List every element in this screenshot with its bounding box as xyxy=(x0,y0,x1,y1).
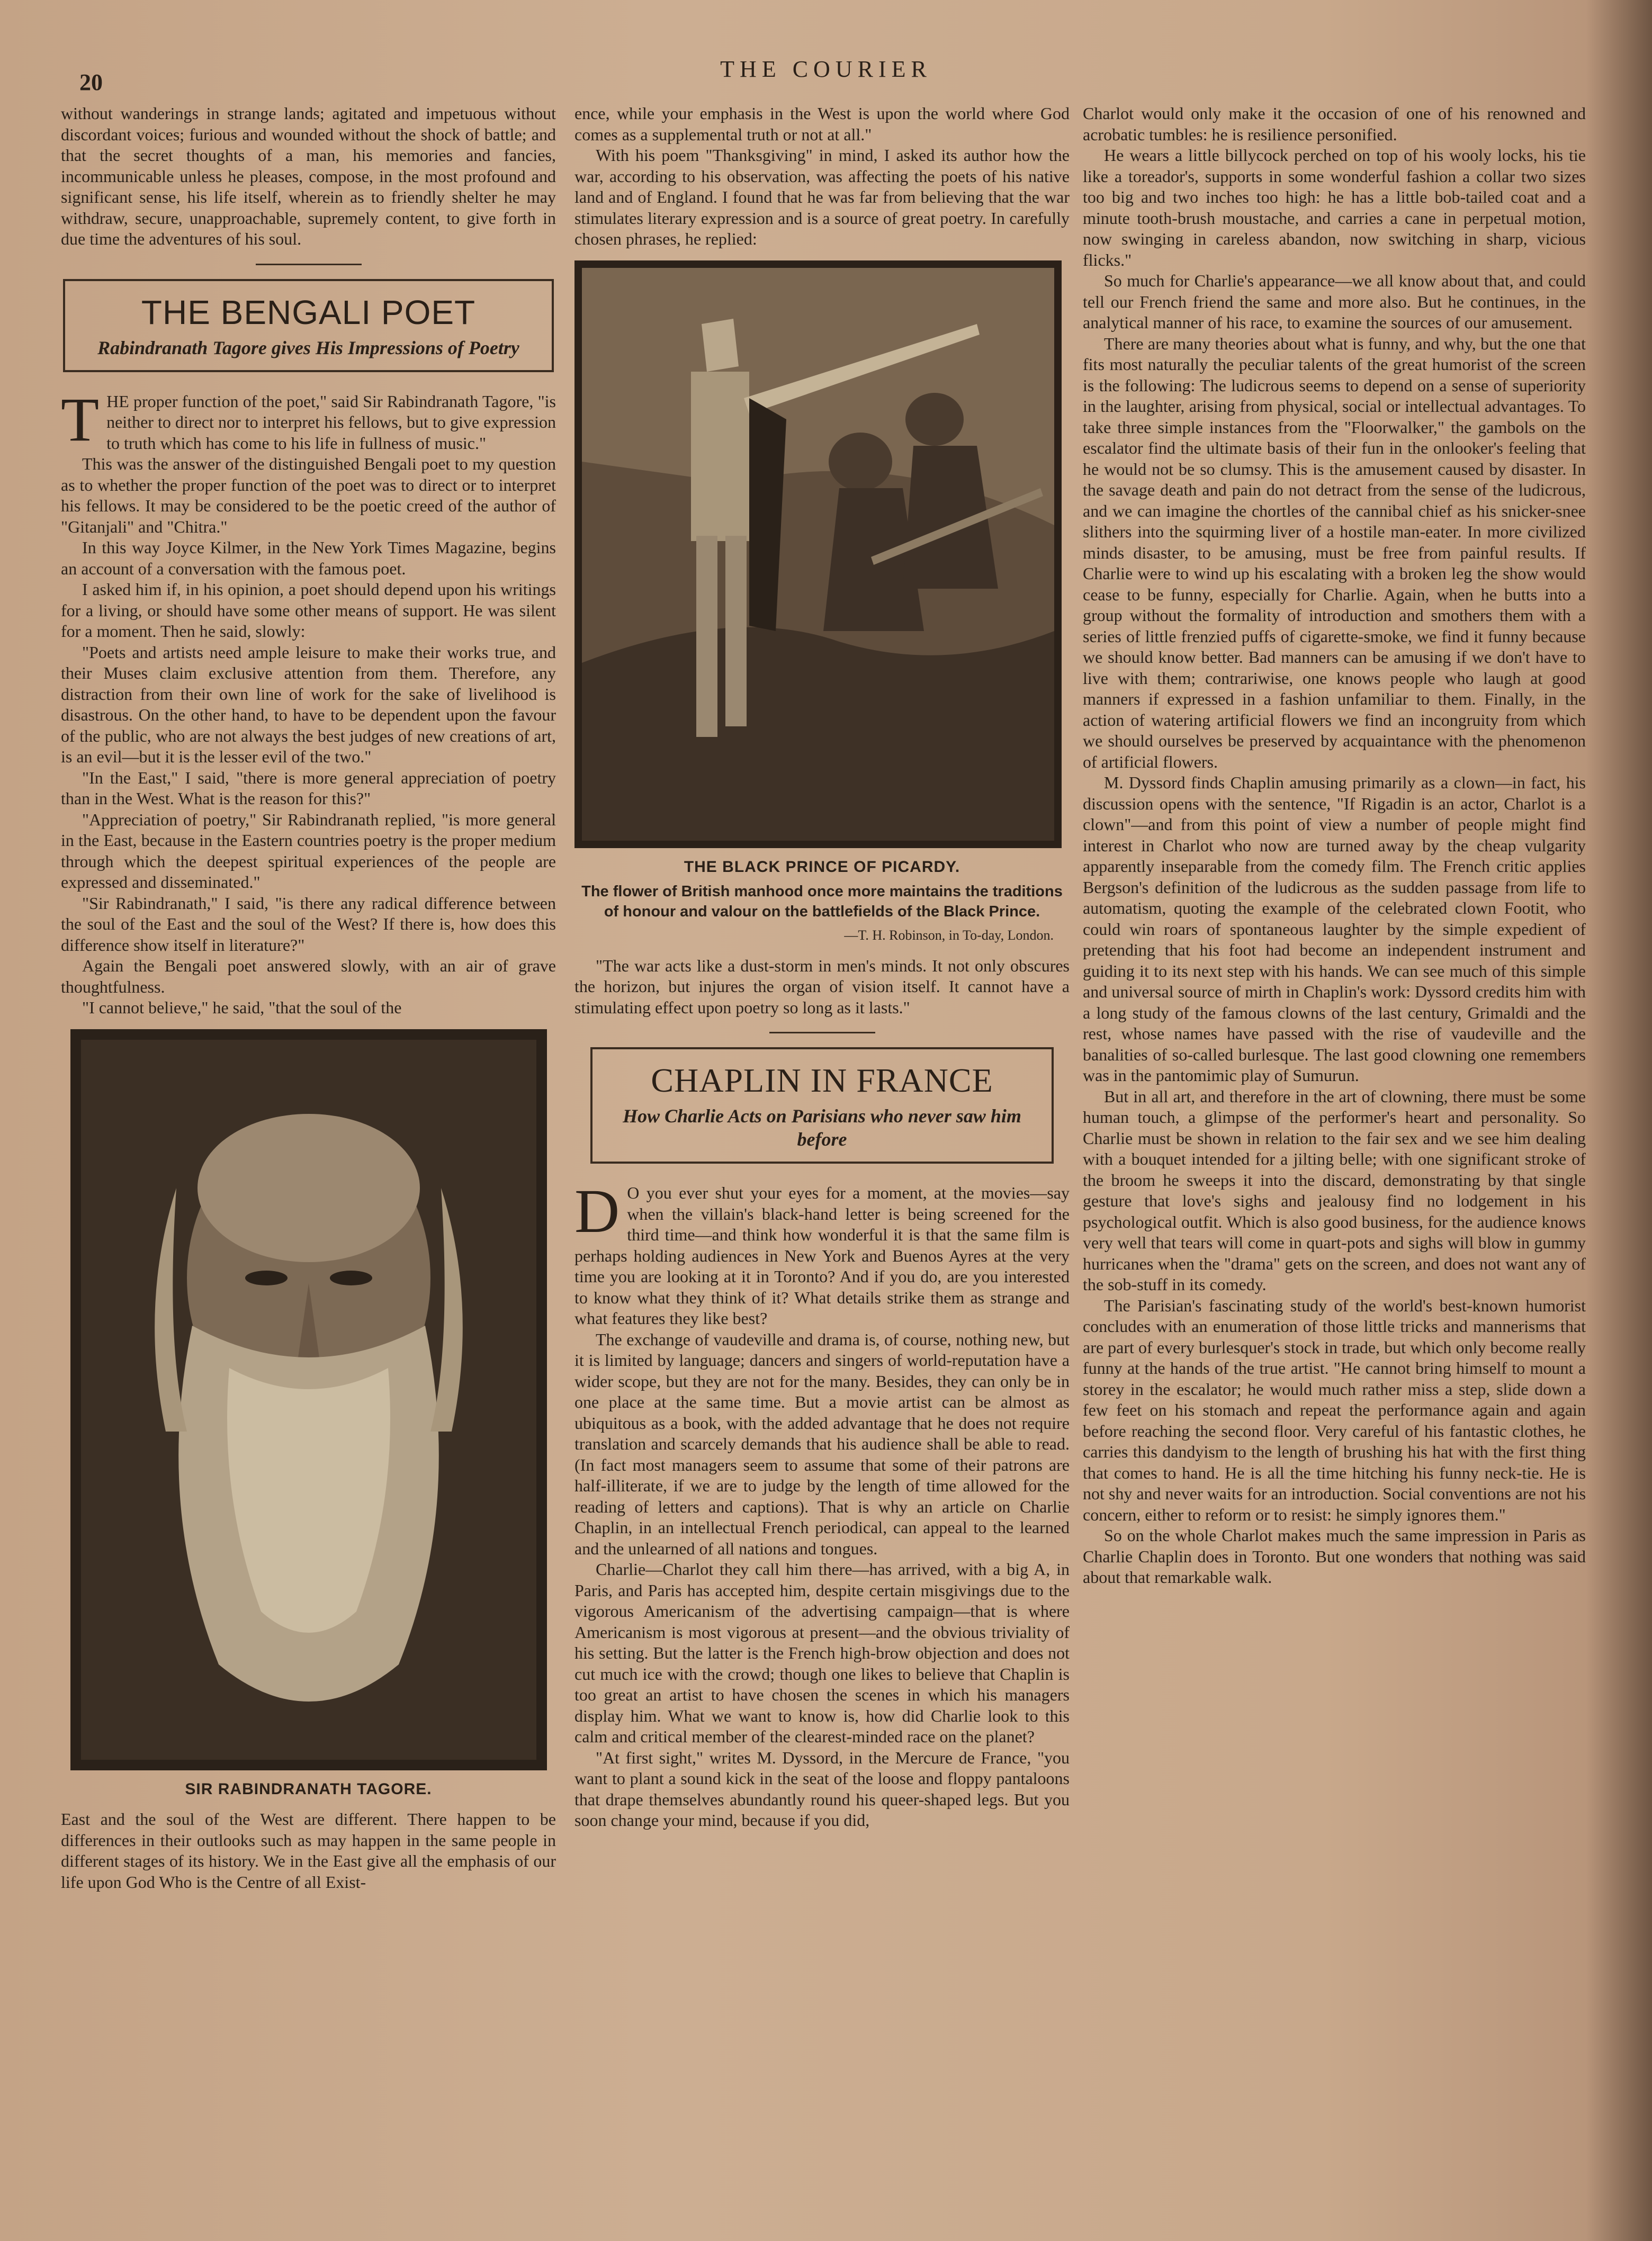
paragraph: The exchange of vaudeville and drama is, of course, nothing new, but it is limited by language; dancers and singers of world-reputation have a wider scope, but they are not for the many. Besides, they can only be in one place at the same time. But a movie artist can be almost as ubiquitous as a book, with the added advantage that he does not require translation and scarcely demands that his audience shall be able to read. (In fact most managers seem to assume that some of their patrons are half-illiterate, if we are to judge by the length of time allowed for the reading of letters and captions). That is why an article on Charlie Chaplin, in an intellectual French periodical, can appeal to the learned and the unlearned of all nations and tongues. xyxy=(574,1329,1070,1558)
paragraph: THE proper function of the poet," said Sir Rabindranath Tagore, "is neither to direct nor to interpret his fellows, but to give expression to truth which has come to his life in fullness of music." xyxy=(61,384,556,454)
paragraph: D O you ever shut your eyes for a moment, at the movies—say when the villain's black-hand letter is being screened for the third time—and think how wonderful it is that the same film is perhaps holding audiences in New York and Buenos Ayres at the very time you are looking at it in Toronto? And if you do, are you interested to know what they think of it? What details strike them as strange and what features they like best? xyxy=(574,1176,1070,1328)
illustration-description: The flower of British manhood once more maintains the traditions of honour and valour on the battlefields of the Black Prince. xyxy=(581,883,1063,920)
paragraph: "Appreciation of poetry," Sir Rabindranath replied, "is more general in the East, because in the Eastern countries poetry is the proper medium through which the deepest spiritual experiences of the people are expressed and disseminated." xyxy=(61,809,556,892)
paragraph: "Poets and artists need ample leisure to make their works true, and their Muses claim exclusive attention from them. Therefore, any distraction from their own line of work for the sake of livelihood is disastrous. On the other hand, to have to be dependent upon the favour of the public, who are not always the best judges of new creations of art, is an evil—but it is the lesser evil of the two." xyxy=(61,642,556,766)
article-subtitle: Rabindranath Tagore gives His Impressions of Poetry xyxy=(97,337,519,358)
portrait-figure xyxy=(61,1029,556,1800)
drop-cap: T xyxy=(61,384,100,454)
page-number: 20 xyxy=(79,69,103,95)
paragraph: "The war acts like a dust-storm in men's minds. It not only obscures the horizon, but injures the organ of vision itself. It cannot have a stimulating effect upon poetry so long as it lasts." xyxy=(574,956,1070,1017)
article-headline-box xyxy=(590,1047,1054,1164)
black-prince-illustration xyxy=(574,260,1062,848)
illustration-figure xyxy=(574,260,1070,946)
paragraph: East and the soul of the West are different. There happen to be differences in their outlooks such as may happen in the same people in different stages of its history. We in the East give all the emphasis of our life upon God Who is the Centre of all Exist- xyxy=(61,1810,556,1892)
section-divider xyxy=(256,264,362,265)
paragraph: He wears a little billycock perched on top of his wooly locks, his tie like a toreador's, supports in some wonderful fashion a collar two sizes too big and two inches too high: he has a little bob-tailed coat and a minute tooth-brush moustache, and carries a cane in perpetual motion, now swinging in careless abandon, now switching in sharp, vicious flicks." xyxy=(1083,146,1586,269)
paragraph: This was the answer of the distinguished Bengali poet to my question as to whether the proper function of the poet was to direct or to interpret his fellows. It may be considered to be the poetic creed of the author of "Gitanjali" and "Chitra." xyxy=(61,454,556,536)
article-title: CHAPLIN IN FRANCE xyxy=(651,1061,993,1099)
paragraph: Charlot would only make it the occasion of one of his renowned and acrobatic tumbles: he is resilience personified. xyxy=(1083,104,1586,144)
article-subtitle: How Charlie Acts on Parisians who never saw him before xyxy=(623,1105,1021,1150)
column-3 xyxy=(1083,103,1586,1588)
paragraph: M. Dyssord finds Chaplin amusing primarily as a clown—in fact, his discussion opens with the sentence, "If Rigadin is an actor, Charlot is a clown"—and from this point of view a number of people might find interest in Charlot who now are turned away by the cheap vulgarity apparently inseparable from the comedy film. The French critic applies Bergson's definition of the ludicrous as the sudden passage from life to automatism, quoting the example of the celebrated clown Footit, who could win roars of spontaneous laughter by the simple expedient of pretending that his foot had become an independent instrument and guiding it to its next step with his hands. We can see much of this simple and universal source of mirth in Chaplin's work: Dyssord credits him with a long study of the famous clowns of the last century, Grimaldi and the rest, whose names have passed with the rise of vaudeville and the banalities of so-called burlesque. The last good clowning one remembers was in the pantomimic play of Sumurun. xyxy=(1083,773,1586,1085)
article-title: THE BENGALI POET xyxy=(141,293,476,331)
paragraph: I asked him if, in his opinion, a poet should depend upon his writings for a living, or should have some other means of support. He was silent for a moment. Then he said, slowly: xyxy=(61,580,556,641)
column-2 xyxy=(574,103,1070,1831)
paragraph: ence, while your emphasis in the West is upon the world where God comes as a supplemental truth or not at all." xyxy=(574,104,1070,144)
section-divider xyxy=(769,1032,875,1033)
paragraph: "I cannot believe," he said, "that the soul of the xyxy=(82,998,402,1017)
paragraph: So much for Charlie's appearance—we all know about that, and could tell our French friend the same and more also. But he continues, in the analytical manner of his race, to examine the sources of our amusement. xyxy=(1083,271,1586,332)
paragraph: There are many theories about what is funny, and why, but the one that fits most naturally the peculiar talents of the great humorist of the screen is the following: The ludicrous seems to depend on a sense of superiority in the laughter, arising from physical, social or intellectual advantages. To take three simple instances from the "Floorwalker," the gambols on the escalator find the ultimate basis of their fun in the onlooker's feeling that he would not be so clumsy. This is the amusement caused by disaster. In the savage death and pain do not detract from the sense of the ludicrous, and we can imagine the chortles of the cannibal chief as his snicker-snee slithers into the squirming liver of a hostile man-eater. In more civilized minds disaster, to be amusing, must be free from painful results. If Charlie were to wind up his escalating with a broken leg the show would cease to be funny, especially for Charlie. Again, when he butts into a group without the formality of introduction and smothers them with a series of little frenzied puffs of cigarette-smoke, we find it funny because we should know better. Bad manners can be amusing if we don't have to live with them; contrariwise, one knows people who laugh at good manners if expressed in a fashion unfamiliar to them. Finally, in the action of watering artificial flowers we find an incongruity from which we should ourselves be preserved by acquaintance with the phenomenon of artificial flowers. xyxy=(1083,334,1586,771)
illustration-title: THE BLACK PRINCE OF PICARDY. xyxy=(684,858,960,876)
running-head: THE COURIER xyxy=(720,56,932,82)
paragraph: With his poem "Thanksgiving" in mind, I asked its author how the war, according to his observation, was affecting the poets of his native land and of England. I found that he was far from believing that the war stimulates literary expression and is a source of great poetry. In carefully chosen phrases, he replied: xyxy=(574,146,1070,248)
paragraph: So on the whole Charlot makes much the same impression in Paris as Charlie Chaplin does in Toronto. But one wonders that nothing was said about that remarkable walk. xyxy=(1083,1526,1586,1587)
paragraph: In this way Joyce Kilmer, in the New York Times Magazine, begins an account of a conversation with the famous poet. xyxy=(61,538,556,578)
paragraph: "In the East," I said, "there is more general appreciation of poetry than in the West. What is the reason for this?" xyxy=(61,768,556,808)
paragraph: Again the Bengali poet answered slowly, with an air of grave thoughtfulness. xyxy=(61,956,556,996)
paragraph: "Sir Rabindranath," I said, "is there any radical difference between the soul of the East and the soul of the West? If there is, how does this difference show itself in literature?" xyxy=(61,893,556,955)
paragraph: "At first sight," writes M. Dyssord, in the Mercure de France, "you want to plant a sound kick in the seat of the loose and floppy pantaloons that drape themselves abundantly round his queer-shaped legs. But you soon change your mind, because if you did, xyxy=(574,1748,1070,1830)
paragraph: But in all art, and therefore in the art of clowning, there must be some human touch, a glimpse of the performer's heart and personality. So Charlie must be shown in relation to the fair sex and we see him dealing with a bouquet intended for a jilting belle; with one significant stroke of the broom he sweeps it into the discard, demonstrating by that single gesture that love's sighs and jealousy find no lodgement in his psychological outfit. Which is also good business, for the audience knows very well that tears will come in quart-pots and sighs will blow in gummy hurricanes when the "drama" gets on the screen, and does not want any of the sob-stuff in its comedy. xyxy=(1083,1086,1586,1294)
paragraph: without wanderings in strange lands; agitated and impetuous without discordant voices; furious and wounded without the shock of battle; and that the secret thoughts of a man, his memories and fancies, incommunicable unless he pleases, compose, in the most profound and significant sense, his life itself, wherein as to friendly shelter he may withdraw, secure, unapproachable, supremely content, to give forth in due time the adventures of his soul. xyxy=(61,104,556,248)
portrait-caption: SIR RABINDRANATH TAGORE. xyxy=(185,1780,432,1798)
column-1 xyxy=(61,103,556,1893)
article-headline-box xyxy=(63,279,554,372)
drop-cap: D xyxy=(574,1176,620,1246)
tagore-portrait-image xyxy=(70,1029,547,1770)
illustration-credit: —T. H. Robinson, in To-day, London. xyxy=(844,928,1054,943)
paragraph: The Parisian's fascinating study of the world's best-known humorist concludes with an enumeration of those little tricks and mannerisms that are part of every burlesquer's stock in trade, but which only become really funny at the hands of the true artist. "He cannot bring himself to mount a storey in the escalator; he would much rather miss a step, slide down a few feet on his stomach and repeat the performance again and again before reaching the second floor. Very careful of his fantastic clothes, he carries this dandyism to the length of brushing his hat with the first thing that comes to hand. He is all the time hitching his funny neck-tie. He is not shy and never waits for an introduction. Social conventions are not his concern, either to reform or to resist: he simply ignores them." xyxy=(1083,1295,1586,1524)
paragraph: Charlie—Charlot they call him there—has arrived, with a big A, in Paris, and Paris has accepted him, despite certain misgivings due to the vigorous Americanism of the advertising campaign—that is where Americanism is most vigorous at present—and the obvious triviality of his setting. But the latter is the French high-brow objection and does not cut much ice with the crowd; though one likes to believe that Chaplin is too great an artist to have chosen the scenes in which his managers display him. What we want to know is, how did Charlie look to this calm and critical member of the clearest-minded race on the planet? xyxy=(574,1560,1070,1746)
